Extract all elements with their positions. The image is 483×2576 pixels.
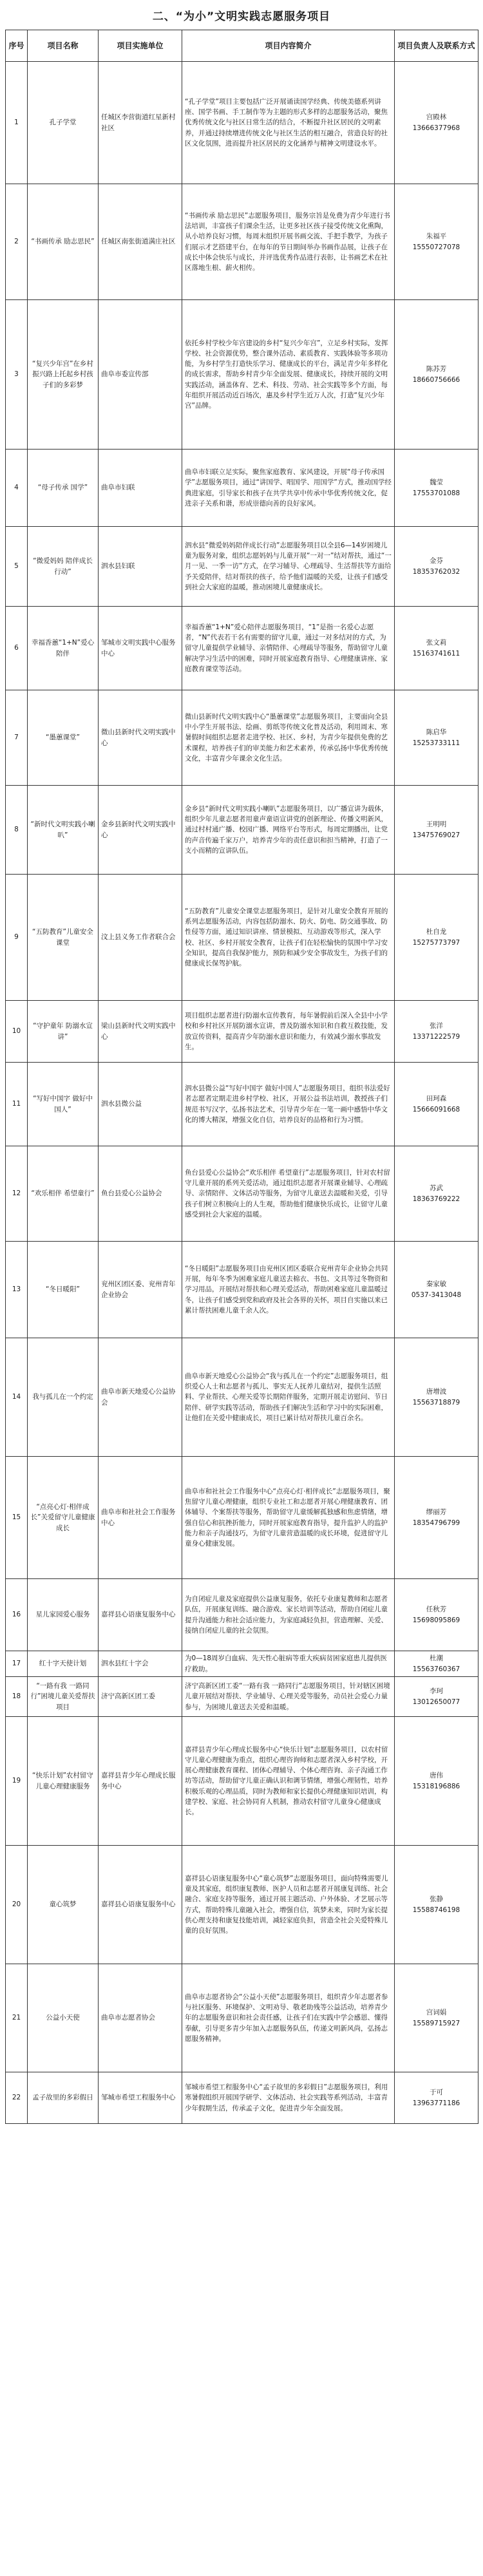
project-name: “欢乐相伴 希望童行” (28, 1146, 99, 1242)
implementing-unit: 嘉祥县心语康复服务中心 (99, 1846, 182, 1964)
contact-person: 缪丽芳 (426, 1508, 447, 1517)
contact-phone: 18353762032 (412, 567, 460, 576)
contact-person: 张洋 (430, 1022, 443, 1030)
row-number: 22 (6, 2072, 28, 2124)
project-content: 幸福香蕙“1+N”爱心陪伴志愿服务项目，“1”是指一名爱心志愿者，“N”代表若干名有需要的留守儿童，通过一对多结对的方式，为留守儿童提供学业辅导、亲情陪伴、心理疏导等服务，帮助留守儿童解决学习生活中的困难，同时开展家庭教育指导、心理健康讲座、家庭教育课堂等活动。 (182, 607, 395, 690)
project-name: “微爱妈妈 陪伴成长行动” (28, 527, 99, 607)
project-content: 微山县新时代文明实践中心“墨蕙课堂”志愿服务项目，主要面向全县中小学生开展书法、绘画、剪纸等传统文化普及活动，利用周末、寒暑假时间组织志愿者走进学校、社区、乡村，为青少年提供免费的艺术课程，培养孩子们的审美能力和艺术素养，传承弘扬中华优秀传统文化，丰富青少年课余文化生活。 (182, 690, 395, 786)
contact-phone: 15588746198 (412, 1906, 460, 1914)
contact-person: 田珂森 (426, 1095, 447, 1103)
contact-person: 朱福平 (426, 232, 447, 241)
project-content: “冬日暖阳”志愿服务项目由兖州区团区委联合兖州青年企业协会共同开展，每年冬季为困难家庭儿童送去棉衣、书包、文具等过冬物资和学习用品，开展结对帮扶和心理关爱活动，帮助困难家庭儿童温暖过冬，让孩子们感受到党和政府及社会各界的关怀，项目自实施以来已累计帮扶困难儿童千余人次。 (182, 1242, 395, 1338)
project-name: 孟子故里的多彩假日 (28, 2072, 99, 2124)
implementing-unit: 嘉祥县心语康复服务中心 (99, 1579, 182, 1651)
contact-phone: 15318196886 (412, 1782, 460, 1790)
project-name: 孔子学堂 (28, 62, 99, 184)
table-header-row (6, 30, 478, 62)
table-row (6, 786, 478, 875)
project-content: 金乡县“新时代文明实践小喇叭”志愿服务项目，以广播宣讲为载体，组织少年儿童志愿者用童声童语宣讲党的创新理论、传播文明新风，通过村村通广播、校园广播、网络平台等形式，每周定期播出，让党的声音传遍千家万户，培养青少年的责任意识和担当精神，打造了一支小而精的宣讲队伍。 (182, 786, 395, 875)
row-number: 20 (6, 1846, 28, 1964)
implementing-unit: 曲阜市志愿者协会 (99, 1964, 182, 2072)
project-name: “墨蕙课堂” (28, 690, 99, 786)
project-name: “快乐计划”农村留守儿童心理健康服务 (28, 1717, 99, 1846)
implementing-unit: 泗水县红十字会 (99, 1651, 182, 1677)
table-row (6, 1717, 478, 1846)
contact-person: 李珂 (430, 1687, 443, 1696)
project-name: “点亮心灯·相伴成长”关爱留守儿童健康成长 (28, 1457, 99, 1579)
contact-person: 陈启华 (426, 728, 447, 737)
contact-cell (395, 1579, 478, 1651)
contact-phone: 15253733111 (412, 739, 460, 747)
implementing-unit: 济宁高新区团工委 (99, 1677, 182, 1717)
table-row (6, 1063, 478, 1146)
contact-phone: 15563760367 (412, 1665, 460, 1673)
contact-cell (395, 184, 478, 300)
table-row (6, 1846, 478, 1964)
row-number: 21 (6, 1964, 28, 2072)
contact-person: 陈苏芳 (426, 365, 447, 374)
implementing-unit: 曲阜市新天地爱心公益协会 (99, 1338, 182, 1457)
project-name: 幸福香蕙“1+N”爱心陪伴 (28, 607, 99, 690)
project-name: “一路有我 一路同行”困境儿童关爱帮扶项目 (28, 1677, 99, 1717)
implementing-unit: 微山县新时代文明实践中心 (99, 690, 182, 786)
row-number: 19 (6, 1717, 28, 1846)
row-number: 12 (6, 1146, 28, 1242)
row-number: 3 (6, 300, 28, 450)
project-content: 济宁高新区团工委“一路有我 一路同行”志愿服务项目，针对辖区困境儿童开展结对帮扶、学业辅导、心理关爱等服务，动员社会爱心力量参与，为困境儿童送去关爱和温暖。 (182, 1677, 395, 1717)
project-name: “书画传承 励志思民” (28, 184, 99, 300)
contact-cell (395, 450, 478, 527)
contact-cell (395, 1846, 478, 1964)
implementing-unit: 曲阜市委宣传部 (99, 300, 182, 450)
contact-person: 王明明 (426, 820, 447, 829)
project-name: 我与孤儿在一个约定 (28, 1338, 99, 1457)
contact-cell (395, 1651, 478, 1677)
project-content: 曲阜市妇联立足实际，聚焦家庭教育、家风建设，开展“母子传承国学”志愿服务项目，通过“讲国学、唱国学、用国学”方式，推动国学经典进家庭，引导家长和孩子在共学共享中传承中华优秀传统文化，促进亲子关系和谐，形成崇德向善的良好家风。 (182, 450, 395, 527)
contact-person: 宫殿林 (426, 113, 447, 122)
contact-person: 魏莹 (430, 478, 443, 487)
project-content: 嘉祥县心语康复服务中心“童心筑梦”志愿服务项目，面向特殊需要儿童及其家庭，组织康复教师、医护人员和志愿者开展康复训练、社会融合、家庭支持等服务，通过开展主题活动、户外体验、才艺展示等方式，帮助特殊儿童融入社会，增强自信，筑梦未来，同时为家长提供心理支持和康复技能培训，减轻家庭负担，营造全社会关爱特殊儿童的良好氛围。 (182, 1846, 395, 1964)
row-number: 16 (6, 1579, 28, 1651)
project-name: “写好中国字 做好中国人” (28, 1063, 99, 1146)
project-content: 嘉祥县青少年心理成长服务中心“快乐计划”志愿服务项目，以农村留守儿童心理健康为重点，组织心理咨询师和志愿者深入乡村学校，开展心理健康教育课程、团体心理辅导、个体心理咨询、亲子沟通工作坊等活动，帮助留守儿童正确认识和调节情绪，增强心理韧性，培养积极乐观的心理品质，同时为教师和家长提供心理健康知识培训，构建学校、家庭、社会协同育人机制，推动农村留守儿童身心健康成长。 (182, 1717, 395, 1846)
contact-cell (395, 1242, 478, 1338)
project-name: “复兴少年宫”在乡村振兴路上托起乡村孩子们的多彩梦 (28, 300, 99, 450)
contact-phone: 15589715927 (412, 2019, 460, 2027)
document-title: 二、“为小”文明实践志愿服务项目 (152, 10, 331, 23)
contact-cell (395, 1001, 478, 1063)
table-row (6, 527, 478, 607)
implementing-unit: 鱼台县爱心公益协会 (99, 1146, 182, 1242)
row-number: 14 (6, 1338, 28, 1457)
contact-cell (395, 786, 478, 875)
implementing-unit: 汶上县义务工作者联合会 (99, 875, 182, 1001)
implementing-unit: 邹城市希望工程服务中心 (99, 2072, 182, 2124)
project-content: 邹城市希望工程服务中心“孟子故里的多彩假日”志愿服务项目，利用寒暑假组织开展国学研学、文体活动、社会实践等系列活动，丰富青少年假期生活，传承孟子文化，促进青少年全面发展。 (182, 2072, 395, 2124)
contact-phone: 15163741611 (412, 649, 460, 658)
implementing-unit: 曲阜市妇联 (99, 450, 182, 527)
table-row (6, 62, 478, 184)
implementing-unit: 嘉祥县青少年心理成长服务中心 (99, 1717, 182, 1846)
row-number: 4 (6, 450, 28, 527)
implementing-unit: 泗水县微公益 (99, 1063, 182, 1146)
contact-phone: 13666377968 (412, 124, 460, 132)
contact-cell (395, 62, 478, 184)
contact-cell (395, 2072, 478, 2124)
contact-cell (395, 1457, 478, 1579)
table-row (6, 690, 478, 786)
table-row (6, 1964, 478, 2072)
implementing-unit: 梁山县新时代文明实践中心 (99, 1001, 182, 1063)
implementing-unit: 邹城市文明实践中心服务中心 (99, 607, 182, 690)
contact-phone: 17553701088 (412, 489, 460, 497)
implementing-unit: 泗水县妇联 (99, 527, 182, 607)
project-content: 为0—18周岁白血病、先天性心脏病等重大疾病贫困家庭患儿提供医疗救助。 (182, 1651, 395, 1677)
row-number: 6 (6, 607, 28, 690)
contact-phone: 13371222579 (412, 1032, 460, 1041)
header-content: 项目内容简介 (182, 30, 395, 62)
project-content: 泗水县微公益“写好中国字 做好中国人”志愿服务项目，组织书法爱好者志愿者定期走进乡村学校、社区，开展公益书法培训，教授孩子们规范书写汉字，弘扬书法艺术，引导青少年在一笔一画中感悟中华文化的博大精深，增强文化自信，培养良好的品格和行为习惯。 (182, 1063, 395, 1146)
project-name: “新时代文明实践小喇叭” (28, 786, 99, 875)
contact-phone: 13475769027 (412, 831, 460, 839)
row-number: 13 (6, 1242, 28, 1338)
table-row (6, 184, 478, 300)
project-content: 为自闭症儿童及家庭提供公益康复服务，依托专业康复教师和志愿者队伍，开展康复训练、融合游戏、家长培训等活动，帮助自闭症儿童提升沟通能力和社会适应能力，为家庭减轻负担，营造理解、关爱、接纳自闭症儿童的社会氛围。 (182, 1579, 395, 1651)
contact-phone: 18354796799 (412, 1519, 460, 1527)
table-row (6, 450, 478, 527)
project-content: 项目组织志愿者进行防溺水宣传教育，每年暑假前后深入全县中小学校和乡村社区开展防溺水宣讲，普及防溺水知识和自救互救技能，发放宣传资料，提高青少年防溺水意识和能力，有效减少溺水事故发生。 (182, 1001, 395, 1063)
contact-person: 唐伟 (430, 1772, 443, 1780)
contact-cell (395, 1338, 478, 1457)
contact-cell (395, 1717, 478, 1846)
project-content: “五防教育”儿童安全课堂志愿服务项目，是针对儿童安全教育开展的系列志愿服务活动，内容包括防溺水、防火、防电、防交通事故、防性侵等方面，通过知识讲座、情景模拟、互动游戏等形式，深入学校、社区、乡村开展安全教育，让孩子们在轻松愉快的氛围中学习安全知识，提高自我保护能力，预防和减少安全事故发生，为孩子们的健康成长保驾护航。 (182, 875, 395, 1001)
row-number: 9 (6, 875, 28, 1001)
contact-person: 张文莉 (426, 639, 447, 647)
contact-person: 于可 (430, 2088, 443, 2097)
contact-person: 杜潮 (430, 1654, 443, 1663)
project-content: 泗水县“微爱妈妈陪伴成长行动”志愿服务项目以全县6—14岁困境儿童为服务对象，组织志愿妈妈与儿童开展“一对一”结对帮扶，通过“一月一见、一季一访”方式，在学习辅导、心理疏导、生活帮扶等方面给予关爱陪伴，结对帮扶的孩子，给予他们温暖的关爱，让孩子们感受到社会大家庭的温暖，推动困境儿童健康成长。 (182, 527, 395, 607)
implementing-unit: 金乡县新时代文明实践中心 (99, 786, 182, 875)
project-name: “五防教育”儿童安全课堂 (28, 875, 99, 1001)
project-name: “母子传承 国学” (28, 450, 99, 527)
table-row (6, 1242, 478, 1338)
contact-phone: 15666091668 (412, 1105, 460, 1113)
table-row (6, 1457, 478, 1579)
contact-cell (395, 300, 478, 450)
project-content: 曲阜市志愿者协会“公益小天使”志愿服务项目，组织青少年志愿者参与社区服务、环境保护、文明劝导、敬老助残等公益活动，培养青少年的志愿服务意识和社会责任感，让孩子们在实践中学会感恩、懂得奉献，引导更多青少年加入志愿服务队伍，传递文明新风尚，弘扬志愿服务精神。 (182, 1964, 395, 2072)
table-row (6, 1651, 478, 1677)
project-content: 曲阜市新天地爱心公益协会“我与孤儿在一个约定”志愿服务项目，组织爱心人士和志愿者与孤儿、事实无人抚养儿童结对，提供生活照料、学业帮扶、心理关爱等长期陪伴服务，定期开展走访慰问、节日陪伴、研学实践等活动，帮助孩子们解决生活和学习中的实际困难，让他们在关爱中健康成长，项目已累计结对帮扶儿童百余名。 (182, 1338, 395, 1457)
contact-cell (395, 1964, 478, 2072)
implementing-unit: 兖州区团区委、兖州青年企业协会 (99, 1242, 182, 1338)
project-content: “书画传承 励志思民”志愿服务项目，服务宗旨是免费为青少年进行书法培训，丰富孩子们课余生活，让更多社区孩子接受传统文化熏陶，从小培养良好习惯，每周末组织开展书画交流、手把手教学，为孩子们展示才艺搭建平台，在每年的节日期间举办书画作品展，让孩子在成长中体会快乐与成长，并评选优秀作品进行表彰，让书画艺术在社区落地生根、薪火相传。 (182, 184, 395, 300)
contact-phone: 15550727078 (412, 243, 460, 251)
contact-person: 苏武 (430, 1184, 443, 1193)
implementing-unit: 曲阜市和社社会工作服务中心 (99, 1457, 182, 1579)
contact-cell (395, 690, 478, 786)
table-row (6, 1001, 478, 1063)
project-name: 童心筑梦 (28, 1846, 99, 1964)
header-no: 序号 (6, 30, 28, 62)
table-row (6, 2072, 478, 2124)
project-content: 依托乡村学校少年宫建设的乡村“复兴少年宫”，立足乡村实际，发挥学校、社会资源优势，整合课外活动、素质教育、实践体验等多项功能，为乡村学生打造快乐学习、健康成长的平台，满足青少年多样化的成长需求，帮助乡村青少年全面发展、健康成长，持续开展的文明实践活动，涵盖体育、艺术、科技、劳动、社会实践等多个方面，每年组织开展活动近百场次，惠及乡村学生近万人次，打造“复兴少年宫”品牌。 (182, 300, 395, 450)
projects-table (5, 30, 478, 2124)
implementing-unit: 任城区南张街道满庄社区 (99, 184, 182, 300)
project-name: “守护童年 防溺水宣讲” (28, 1001, 99, 1063)
project-name: 红十字天使计划 (28, 1651, 99, 1677)
table-row (6, 875, 478, 1001)
header-contact: 项目负责人及联系方式 (395, 30, 478, 62)
table-row (6, 1338, 478, 1457)
contact-phone: 18363769222 (412, 1195, 460, 1203)
project-content: 鱼台县爱心公益协会“欢乐相伴 希望童行”志愿服务项目，针对农村留守儿童开展的系列关爱活动，通过组织志愿者开展课业辅导、心理疏导、亲情陪伴、文体活动等服务，为留守儿童送去温暖和关爱，引导孩子们树立积极向上的人生观，帮助他们健康快乐成长，让留守儿童感受到社会大家庭的温暖。 (182, 1146, 395, 1242)
table-row (6, 607, 478, 690)
contact-cell (395, 875, 478, 1001)
contact-phone: 15563718879 (412, 1398, 460, 1406)
contact-cell (395, 1677, 478, 1717)
contact-phone: 15275773797 (412, 938, 460, 947)
table-row (6, 1579, 478, 1651)
implementing-unit: 任城区李营街道红星新村社区 (99, 62, 182, 184)
contact-person: 任秋芳 (426, 1605, 447, 1614)
row-number: 11 (6, 1063, 28, 1146)
row-number: 1 (6, 62, 28, 184)
contact-phone: 15698095869 (412, 1616, 460, 1624)
contact-person: 金芬 (430, 557, 443, 565)
contact-cell (395, 527, 478, 607)
row-number: 18 (6, 1677, 28, 1717)
contact-phone: 13012650077 (412, 1698, 460, 1706)
row-number: 5 (6, 527, 28, 607)
contact-phone: 13963771186 (412, 2099, 460, 2107)
row-number: 2 (6, 184, 28, 300)
contact-phone: 0537-3413048 (411, 1291, 462, 1299)
contact-person: 秦家敏 (426, 1280, 447, 1289)
project-content: “孔子学堂”项目主要包括广泛开展诵读国学经典、传统美德系列讲座、国学书画、手工制作等为主题的形式多样的志愿服务活动，聚焦优秀传统文化与社区日常生活的结合，不断提升社区居民的文明素养，并通过持续增进传统文化与社区生活的相互融合，营造良好的社区文化氛围，进而提升社区居民的文化涵养与精神文明建设水平。 (182, 62, 395, 184)
row-number: 17 (6, 1651, 28, 1677)
header-implementing-unit: 项目实施单位 (99, 30, 182, 62)
contact-phone: 18660756666 (412, 375, 460, 384)
contact-person: 唐增波 (426, 1388, 447, 1396)
row-number: 10 (6, 1001, 28, 1063)
project-content: 曲阜市和社社会工作服务中心“点亮心灯·相伴成长”志愿服务项目，聚焦留守儿童心理健康，组织专业社工和志愿者开展心理健康教育、团体辅导、个案帮扶等服务，帮助留守儿童缓解孤独感和焦虑情绪，增强自信心和抗挫折能力，同时开展家庭教育指导，提升监护人的监护能力和亲子沟通技巧，为留守儿童营造温暖的成长环境，促进留守儿童身心健康发展。 (182, 1457, 395, 1579)
project-name: 星儿家园爱心服务 (28, 1579, 99, 1651)
table-row (6, 1146, 478, 1242)
table-row (6, 1677, 478, 1717)
contact-person: 张静 (430, 1895, 443, 1904)
contact-cell (395, 1146, 478, 1242)
contact-person: 宫词娟 (426, 2009, 447, 2017)
row-number: 8 (6, 786, 28, 875)
row-number: 7 (6, 690, 28, 786)
contact-cell (395, 1063, 478, 1146)
header-project-name: 项目名称 (28, 30, 99, 62)
contact-cell (395, 607, 478, 690)
contact-person: 杜自龙 (426, 928, 447, 936)
project-name: “冬日暖阳” (28, 1242, 99, 1338)
row-number: 15 (6, 1457, 28, 1579)
project-name: 公益小天使 (28, 1964, 99, 2072)
table-row (6, 300, 478, 450)
